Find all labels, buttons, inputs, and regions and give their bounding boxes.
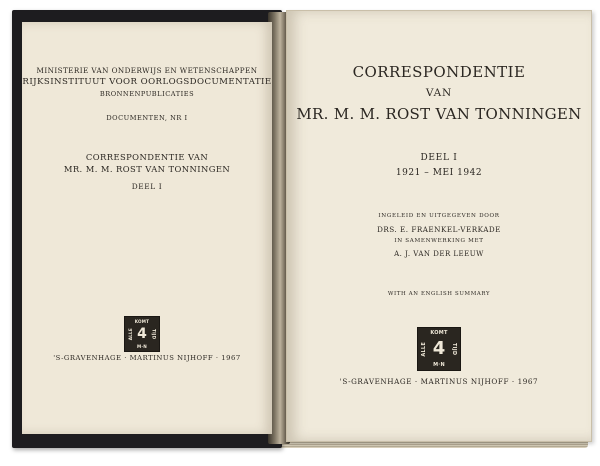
right-period: 1921 – MEI 1942: [395, 168, 483, 178]
emblem-top-text: KOMT: [430, 330, 448, 337]
emblem-right-text: TIJD: [450, 342, 457, 356]
emblem-left-text: ALLE: [127, 327, 133, 341]
left-volume: DEEL I: [131, 182, 163, 191]
intro-label: INGELEID EN UITGEGEVEN DOOR: [378, 213, 500, 219]
editor-name: DRS. E. FRAENKEL-VERKADE: [377, 225, 501, 234]
documents-line: DOCUMENTEN, NR I: [106, 114, 188, 122]
summary-note: WITH AN ENGLISH SUMMARY: [387, 291, 491, 297]
ministry-line: MINISTERIE VAN ONDERWIJS EN WETENSCHAPPEN: [36, 66, 258, 75]
collaborator-name: A. J. VAN DER LEEUW: [394, 250, 484, 258]
emblem-top-text: KOMT: [134, 318, 150, 324]
right-volume: DEEL I: [420, 153, 458, 163]
left-publisher-line: 'S-GRAVENHAGE · MARTINUS NIJHOFF · 1967: [53, 354, 241, 362]
emblem-bottom-text: M·N: [433, 361, 445, 368]
right-publisher-line: 'S-GRAVENHAGE · MARTINUS NIJHOFF · 1967: [339, 377, 539, 386]
right-title-van: VAN: [425, 87, 453, 99]
emblem-left-text: ALLE: [421, 341, 428, 357]
publisher-emblem-right: [417, 327, 461, 371]
emblem-center-text: 4: [137, 326, 147, 342]
emblem-bottom-text: M·N: [137, 344, 147, 350]
publisher-emblem-left: [124, 316, 160, 352]
right-title-page: [286, 10, 592, 442]
left-endpaper-page: [22, 22, 272, 434]
left-title-line-1: CORRESPONDENTIE VAN: [85, 152, 209, 162]
emblem-right-text: TIJD: [151, 328, 157, 340]
right-title-line-2: MR. M. M. ROST VAN TONNINGEN: [296, 105, 582, 123]
left-title-line-2: MR. M. M. ROST VAN TONNINGEN: [63, 164, 231, 174]
collab-label: IN SAMENWERKING MET: [394, 238, 484, 244]
institute-line: RIJKSINSTITUUT VOOR OORLOGSDOCUMENTATIE: [22, 77, 272, 87]
right-title-line-1: CORRESPONDENTIE: [352, 63, 526, 81]
series-line: BRONNENPUBLICATIES: [99, 90, 195, 98]
emblem-center-text: 4: [432, 338, 446, 359]
